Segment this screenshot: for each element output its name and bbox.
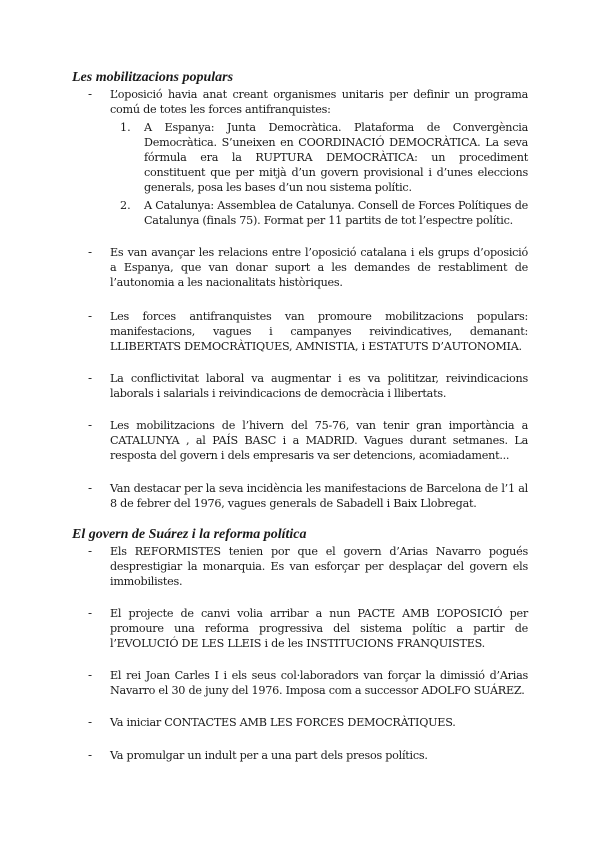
bullet-dash: -	[88, 606, 93, 620]
list-item-text: El projecte de canvi volia arribar a nun PACTE AMB L’OPOSICIÓ per promoure una reforma progressiva del sistema polític a partir de l’EVOLUCIÓ DE LES LLEIS i de les INSTITUCIONS FRANQUISTES.	[110, 607, 528, 650]
subitem-text: A Catalunya: Assemblea de Catalunya. Consell de Forces Polítiques de Catalunya (finals 75). Format per 11 partits de tot l’espectre polític.	[144, 199, 528, 227]
bullet-dash: -	[88, 371, 93, 385]
subitem-number: 2.	[120, 199, 131, 212]
section-heading-govern-suarez: El govern de Suárez i la reforma política	[72, 527, 307, 542]
bullet-dash: -	[88, 309, 93, 323]
subitem-text: A Espanya: Junta Democràtica. Plataforma de Convergència Democràtica. S’uneixen en COORDINACIÓ DEMOCRÀTICA. La seva fórmula era la RUPTURA DEMOCRÀTICA: un procediment constituent que per mitjà d’un govern provisional i d’unes eleccions generals, posa les bases d’un nou sistema polític.	[144, 121, 528, 194]
list-item-text: L’oposició havia anat creant organismes unitaris per definir un programa comú de totes les forces antifranquistes:	[110, 88, 528, 116]
section-heading-mobilitzacions: Les mobilitzacions populars	[72, 70, 234, 85]
bullet-dash: -	[88, 87, 93, 101]
bullet-dash: -	[88, 418, 93, 432]
subitem-number: 1.	[120, 121, 131, 134]
list-item-text: Les mobilitzacions de l’hivern del 75-76, van tenir gran importància a CATALUNYA , al PAÍS BASC i a MADRID. Vagues durant setmanes. La resposta del govern i dels empresaris va ser detencions, acomiadament...	[110, 419, 528, 462]
list-item-text: Va promulgar un indult per a una part dels presos polítics.	[110, 749, 428, 762]
list-item-text: El rei Joan Carles I i els seus col·laboradors van forçar la dimissió d’Arias Navarro el 30 de juny del 1976. Imposa com a successor ADOLFO SUÁREZ.	[110, 669, 528, 697]
bullet-dash: -	[88, 668, 93, 682]
list-item-text: Van destacar per la seva incidència les manifestacions de Barcelona de l’1 al 8 de febrer del 1976, vagues generals de Sabadell i Baix Llobregat.	[110, 482, 528, 510]
list-item-text: Va iniciar CONTACTES AMB LES FORCES DEMOCRÀTIQUES.	[110, 716, 456, 729]
bullet-dash: -	[88, 715, 93, 729]
list-item-text: La conflictivitat laboral va augmentar i es va polititzar, reivindicacions laborals i salarials i reivindicacions de democràcia i llibertats.	[110, 372, 528, 400]
bullet-dash: -	[88, 481, 93, 495]
list-item-text: Es van avançar les relacions entre l’oposició catalana i els grups d’oposició a Espanya, que van donar suport a les demandes de restabliment de l’autonomia a les nacionalitats històriques.	[110, 246, 528, 289]
list-item-text: Els REFORMISTES tenien por que el govern d’Arias Navarro pogués desprestigiar la monarquia. Es van esforçar per desplaçar del govern els immobilistes.	[110, 545, 528, 588]
bullet-dash: -	[88, 544, 93, 558]
bullet-dash: -	[88, 245, 93, 259]
bullet-dash: -	[88, 748, 93, 762]
list-item-text: Les forces antifranquistes van promoure mobilitzacions populars: manifestacions, vagues i campanyes reivindicatives, demanant: LLIBERTATS DEMOCRÀTIQUES, AMNISTIA, i ESTATUTS D’AUTONOMIA.	[110, 310, 528, 353]
